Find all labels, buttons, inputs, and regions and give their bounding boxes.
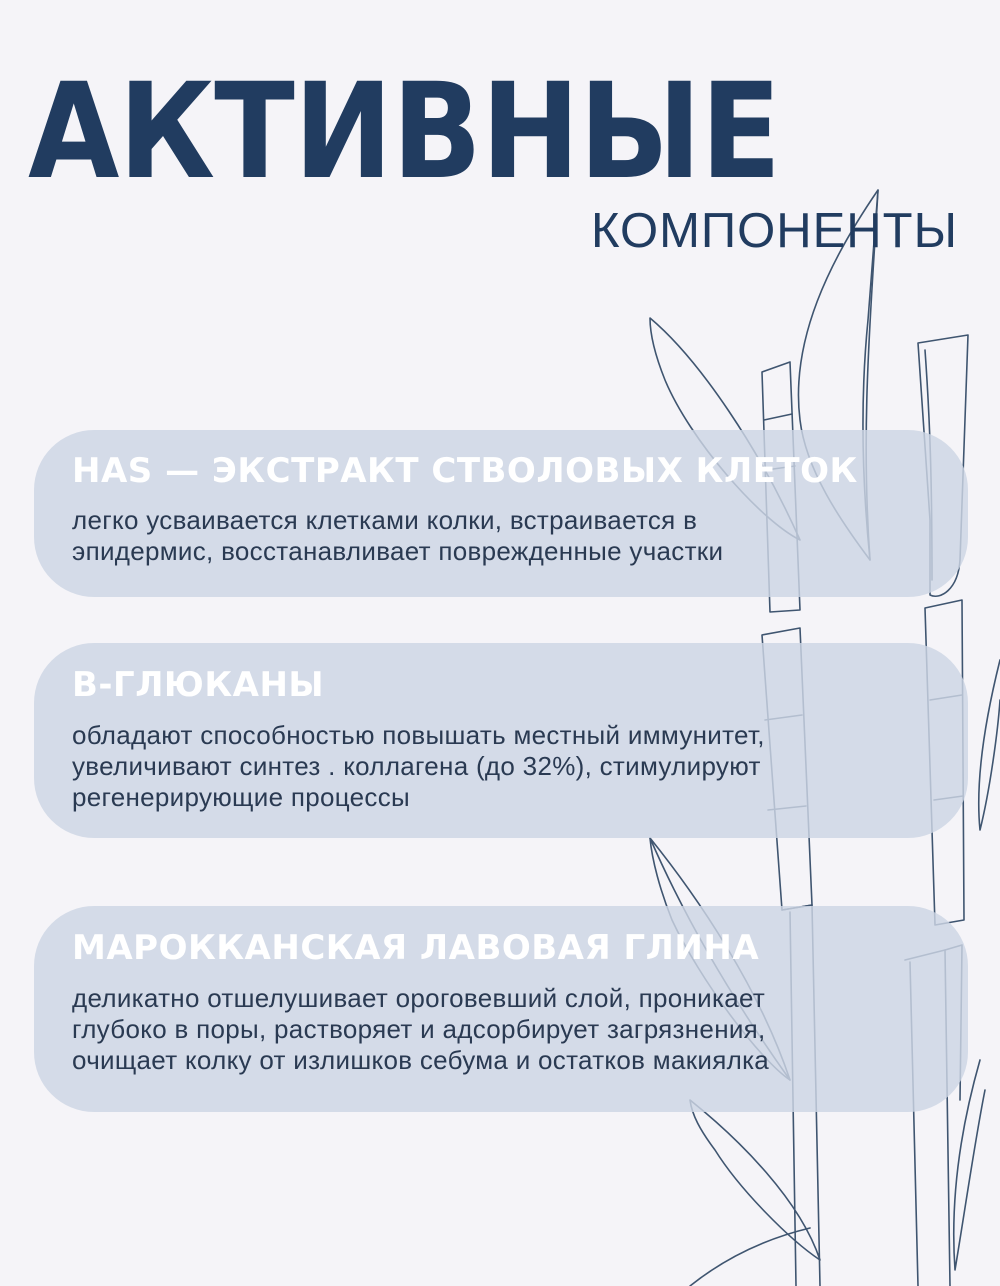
ingredient-card-clay <box>34 906 968 1112</box>
description-line: увеличивают синтез . коллагена (до 32%), стимулируют <box>72 751 761 781</box>
ingredient-title: B-ГЛЮКАНЫ <box>72 665 325 705</box>
ingredient-card-has <box>34 430 968 597</box>
description-line: регенерирующие процессы <box>72 782 411 812</box>
description-line: эпидермис, восстанавливает поврежденные участки <box>72 536 724 566</box>
description-line: деликатно отшелушивает ороговевший слой, проникает <box>72 983 766 1013</box>
ingredient-title: МАРОККАНСКАЯ ЛАВОВАЯ ГЛИНА <box>72 928 760 968</box>
description-line: легко усваивается клетками колки, встраивается в <box>72 505 698 535</box>
ingredient-description <box>72 720 948 813</box>
description-line: обладают способностью повышать местный иммунитет, <box>72 720 765 750</box>
description-line: глубоко в поры, растворяет и адсорбирует загрязнения, <box>72 1014 766 1044</box>
page-title: АКТИВНЫЕ <box>28 55 781 209</box>
ingredient-description <box>72 983 948 1076</box>
ingredient-card-glucans <box>34 643 968 838</box>
ingredient-title: HAS — ЭКСТРАКТ СТВОЛОВЫХ КЛЕТОК <box>72 451 858 491</box>
page-subtitle: КОМПОНЕНТЫ <box>590 204 958 258</box>
ingredient-description <box>72 505 948 567</box>
description-line: очищает колку от излишков себума и остатков макиялка <box>72 1045 770 1075</box>
